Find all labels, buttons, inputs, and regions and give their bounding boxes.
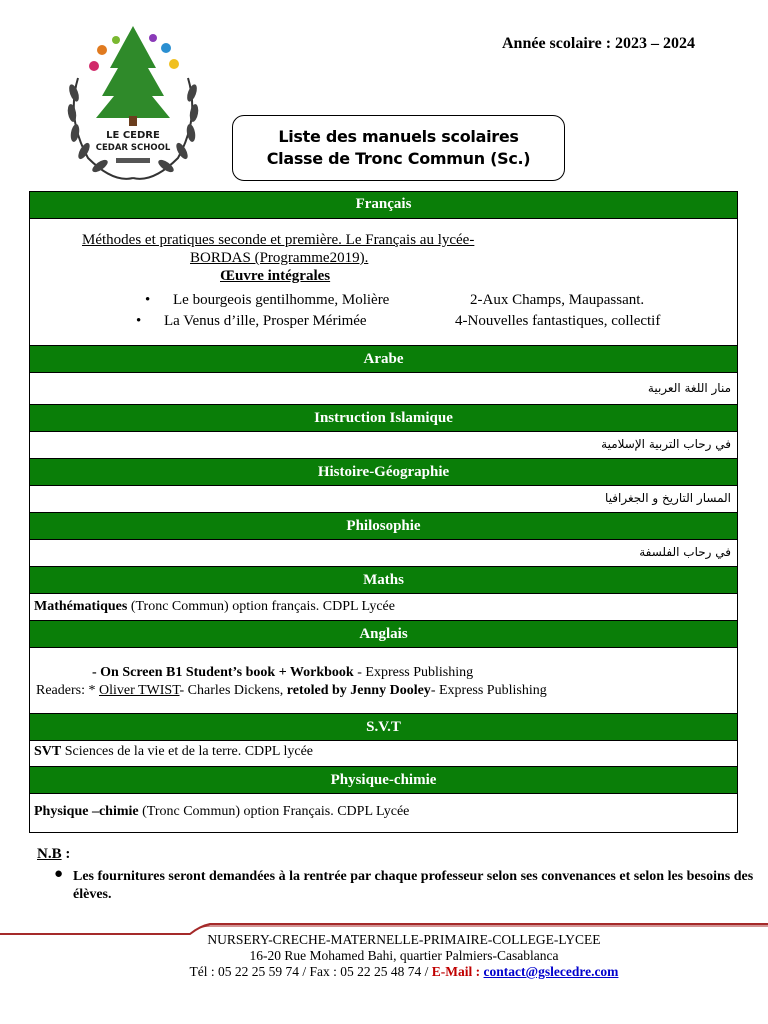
section-header-francais: Français	[30, 192, 737, 219]
section-header-arabe: Arabe	[30, 346, 737, 373]
section-body-philo	[30, 540, 737, 567]
section-body-anglais	[30, 648, 737, 714]
francais-item-4: 4-Nouvelles fantastiques, collectif	[455, 313, 661, 329]
textbook-table	[29, 191, 738, 833]
school-year: Année scolaire : 2023 – 2024	[502, 35, 696, 52]
note-label: N.B :	[37, 846, 71, 862]
francais-item-3: • La Venus d’ille, Prosper Mérimée	[164, 313, 367, 330]
title-line-2: Classe de Tronc Commun (Sc.)	[266, 149, 531, 168]
section-header-anglais: Anglais	[30, 621, 737, 648]
section-body-francais	[30, 219, 737, 346]
maths-book: Mathématiques (Tronc Commun) option français. CDPL Lycée	[34, 599, 395, 614]
section-header-svt: S.V.T	[30, 714, 737, 741]
section-body-pc	[30, 794, 737, 832]
francais-item-2: 2-Aux Champs, Maupassant.	[470, 292, 645, 308]
section-body-islamique	[30, 432, 737, 459]
footer-address: 16-20 Rue Mohamed Bahi, quartier Palmiers-Casablanca	[249, 948, 559, 963]
arabe-book: منار اللغة العربية	[647, 381, 731, 395]
svt-book: SVT Sciences de la vie et de la terre. CDPL lycée	[34, 744, 313, 759]
logo-text-2: CEDAR SCHOOL	[95, 143, 171, 153]
section-body-arabe	[30, 373, 737, 405]
section-body-svt	[30, 741, 737, 767]
section-body-maths	[30, 594, 737, 621]
philo-book: في رحاب الفلسفة	[639, 545, 731, 559]
title-box	[232, 115, 565, 181]
anglais-book-1: - On Screen B1 Student’s book + Workbook - Express Publishing	[92, 665, 474, 680]
section-header-histgeo: Histoire-Géographie	[30, 459, 737, 486]
pc-book: Physique –chimie (Tronc Commun) option Français. CDPL Lycée	[34, 804, 410, 819]
anglais-readers: Readers: * Oliver TWIST- Charles Dickens, retoled by Jenny Dooley- Express Publishing	[36, 683, 547, 698]
section-body-histgeo	[30, 486, 737, 513]
school-logo	[58, 18, 208, 186]
section-header-philo: Philosophie	[30, 513, 737, 540]
section-header-pc: Physique-chimie	[30, 767, 737, 794]
histgeo-book: المسار التاريخ و الجغرافيا	[605, 491, 731, 505]
francais-item-1: • Le bourgeois gentilhomme, Molière	[173, 292, 389, 309]
footer-levels: NURSERY-CRECHE-MATERNELLE-PRIMAIRE-COLLEGE-LYCEE	[207, 932, 601, 947]
francais-subtitle: Œuvre intégrales	[220, 268, 331, 284]
email-link[interactable]: contact@gslecedre.com	[483, 964, 619, 979]
note-bullet: ●	[54, 866, 64, 882]
section-header-maths: Maths	[30, 567, 737, 594]
title-line-1: Liste des manuels scolaires	[278, 127, 519, 146]
logo-text-1: LE CEDRE	[106, 130, 160, 141]
section-header-islamique: Instruction Islamique	[30, 405, 737, 432]
islamique-book: في رحاب التربية الإسلامية	[601, 437, 731, 451]
francais-book-line-1: Méthodes et pratiques seconde et première. Le Français au lycée-	[82, 232, 475, 248]
footer	[0, 932, 768, 980]
note-text: Les fournitures seront demandées à la rentrée par chaque professeur selon ses convenances et selon les besoins des élèves.	[73, 869, 754, 902]
footer-contact: Tél : 05 22 25 59 74 / Fax : 05 22 25 48 74 / E-Mail : contact@gslecedre.com	[189, 964, 619, 979]
francais-book-line-2: BORDAS (Programme2019).	[190, 250, 369, 266]
